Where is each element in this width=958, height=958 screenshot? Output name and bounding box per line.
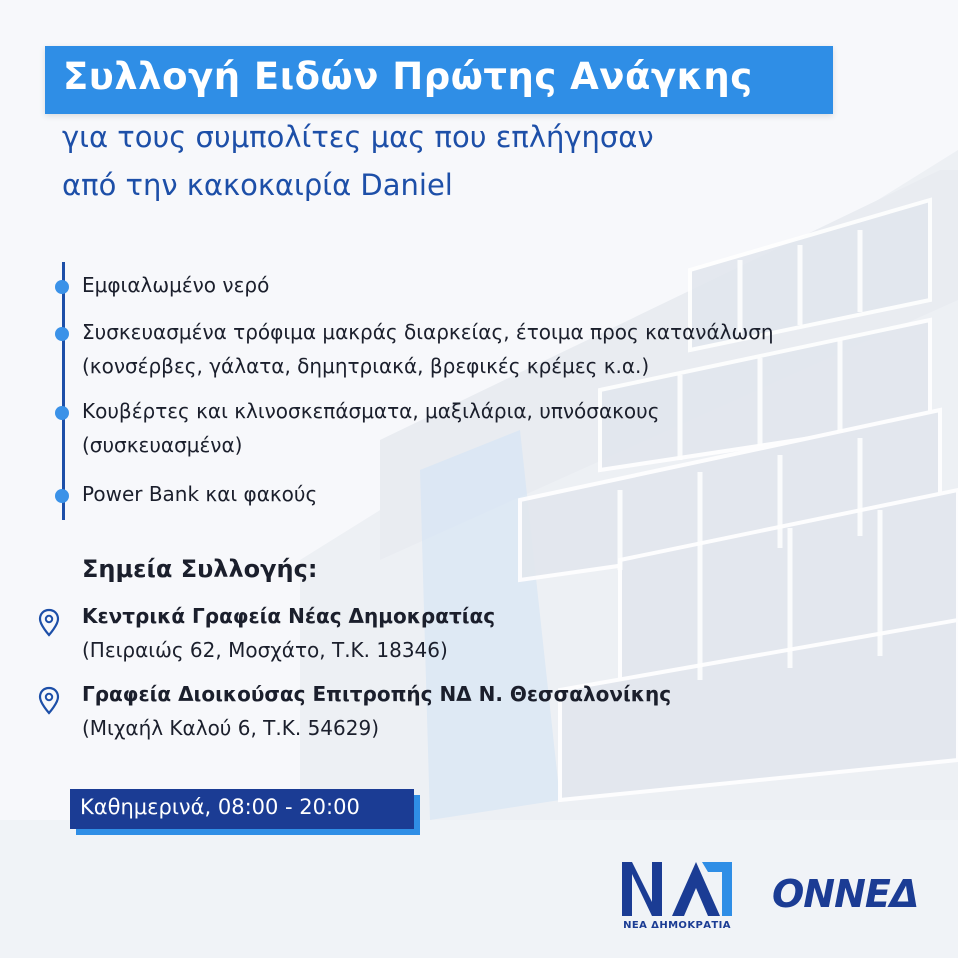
list-item-line: (συσκευασμένα) [82,433,243,457]
location-address: (Μιχαήλ Καλού 6, Τ.Κ. 54629) [82,716,380,740]
collection-points-heading: Σημεία Συλλογής: [82,555,318,583]
title-banner [45,46,833,114]
nd-logo-caption: ΝΕΑ ΔΗΜΟΚΡΑΤΙΑ [623,920,731,931]
list-item-line: Συσκευασμένα τρόφιμα μακράς διαρκείας, έτοιμα προς κατανάλωση [82,320,774,344]
location-name: Γραφεία Διοικούσας Επιτροπής ΝΔ Ν. Θεσσαλονίκης [82,682,672,706]
page-title: Συλλογή Ειδών Πρώτης Ανάγκης [63,55,753,98]
dot-icon [55,327,69,341]
subtitle-line-2: από την κακοκαιρία Daniel [62,168,453,202]
nd-logo-mark [618,856,736,920]
hours-text: Καθημερινά, 08:00 - 20:00 [80,795,360,819]
map-pin-icon [38,608,60,638]
list-item-line: Power Bank και φακούς [82,482,318,506]
list-item-line: (κονσέρβες, γάλατα, δημητριακά, βρεφικές κρέμες κ.α.) [82,354,650,378]
dot-icon [55,489,69,503]
list-item-line: Κουβέρτες και κλινοσκεπάσματα, μαξιλάρια, υπνόσακους [82,399,660,423]
items-vertical-line [62,262,65,520]
location-address: (Πειραιώς 62, Μοσχάτο, Τ.Κ. 18346) [82,638,448,662]
list-item-text [82,268,942,302]
location-name: Κεντρικά Γραφεία Νέας Δημοκρατίας [82,604,496,628]
list-item-text [82,477,942,511]
dot-icon [55,406,69,420]
list-item-line: Εμφιαλωμένο νερό [82,273,270,297]
subtitle-line-1: για τους συμπολίτες μας που επλήγησαν [62,120,654,154]
onned-logo: ΟΝΝΕΔ [772,872,919,916]
list-item-text [82,394,942,462]
list-item-text [82,315,942,383]
dot-icon [55,280,69,294]
hours-badge [70,789,414,829]
map-pin-icon [38,686,60,716]
nd-logo [618,856,736,936]
